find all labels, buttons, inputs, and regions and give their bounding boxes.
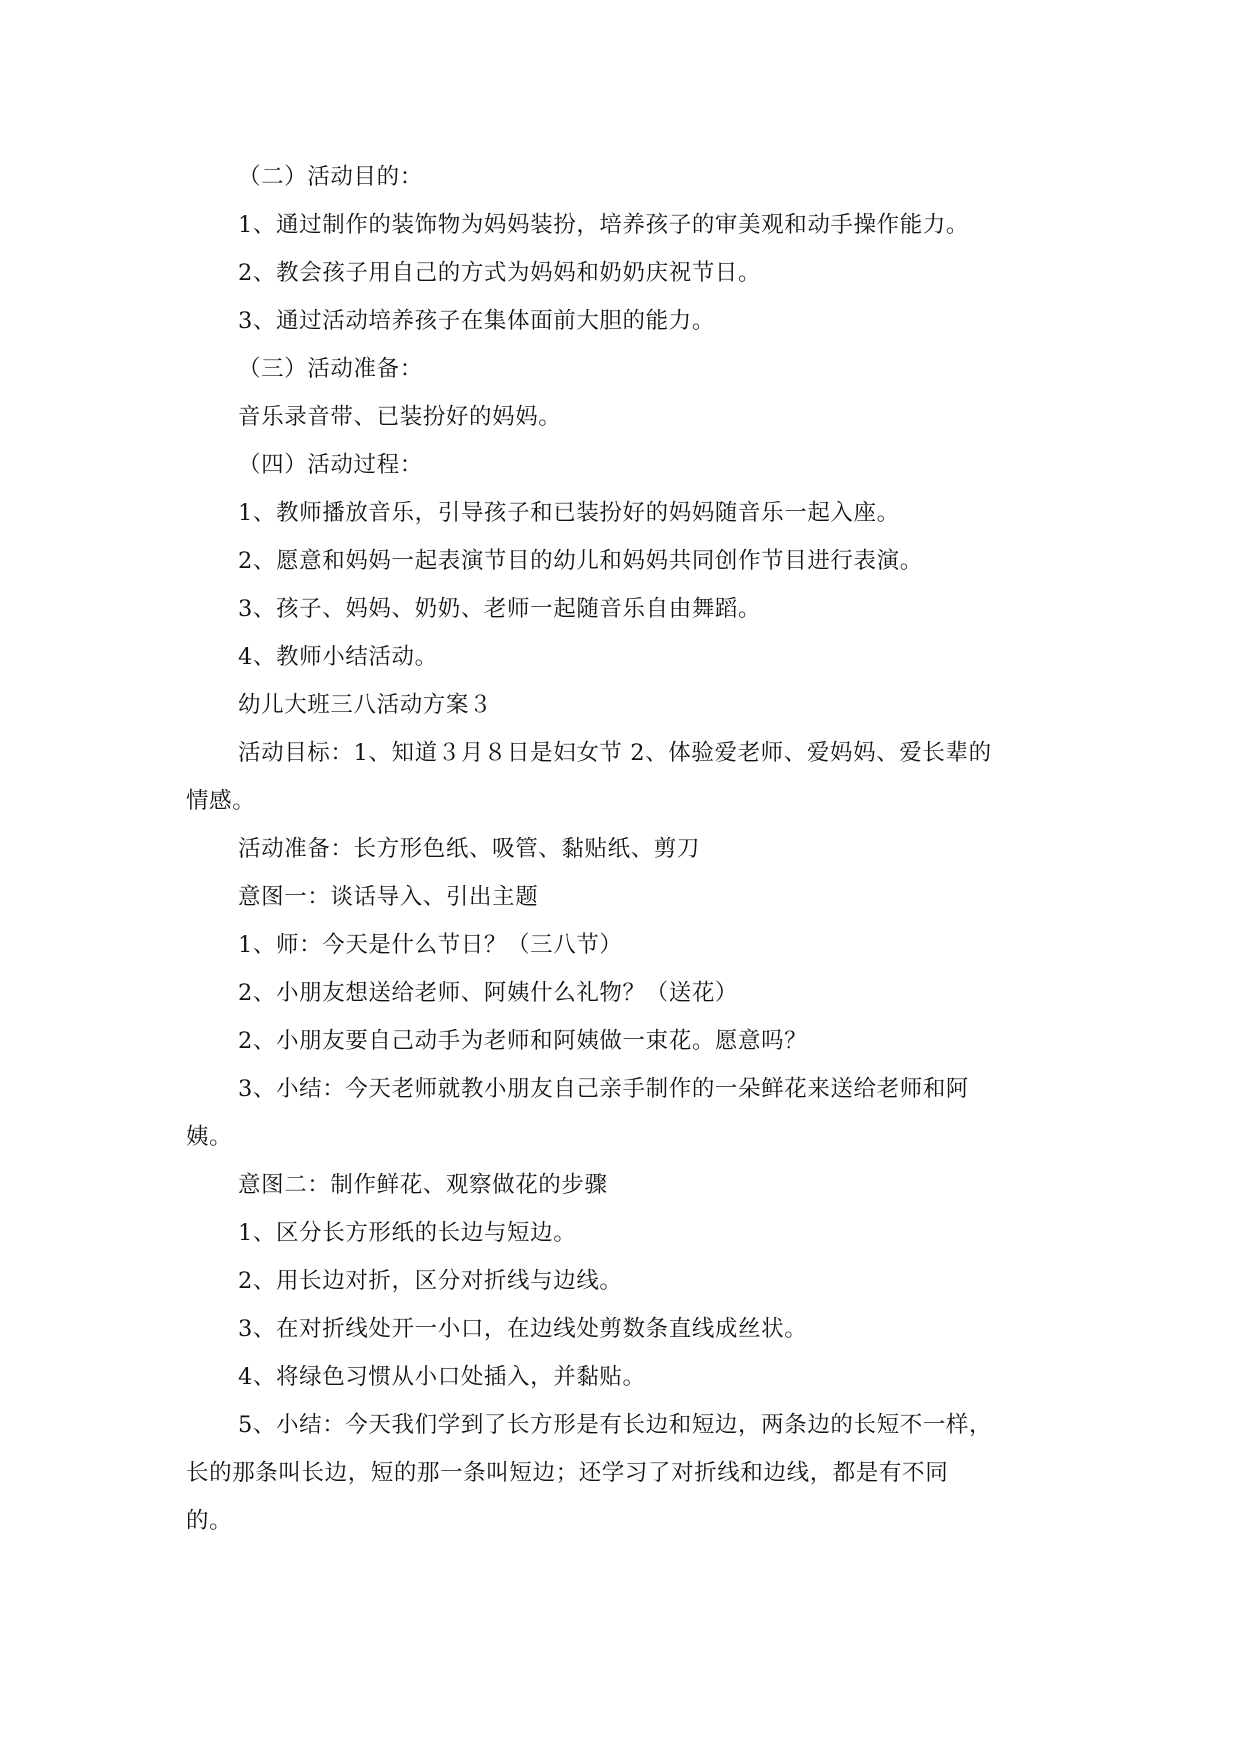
paragraph-line: 2、小朋友想送给老师、阿姨什么礼物？（送花） <box>238 980 739 1006</box>
paragraph-line-continued: 姨。 <box>186 1124 233 1150</box>
paragraph-line: 2、用长边对折，区分对折线与边线。 <box>238 1268 623 1294</box>
paragraph-line: 1、通过制作的装饰物为妈妈装扮，培养孩子的审美观和动手操作能力。 <box>238 212 970 238</box>
paragraph-line-continued: 的。 <box>186 1508 233 1534</box>
section-heading-process: （四）活动过程： <box>238 452 423 478</box>
plan-title: 幼儿大班三八活动方案３ <box>238 692 493 718</box>
paragraph-line: 3、在对折线处开一小口，在边线处剪数条直线成丝状。 <box>238 1316 808 1342</box>
paragraph-line: 4、将绿色习惯从小口处插入，并黏贴。 <box>238 1364 646 1390</box>
paragraph-line: 音乐录音带、已装扮好的妈妈。 <box>238 404 562 430</box>
paragraph-line: 意图一：谈话导入、引出主题 <box>238 884 539 910</box>
paragraph-line: 4、教师小结活动。 <box>238 644 438 670</box>
paragraph-line: 意图二：制作鲜花、观察做花的步骤 <box>238 1172 608 1198</box>
section-heading-objectives: （二）活动目的： <box>238 164 423 190</box>
paragraph-line: 1、区分长方形纸的长边与短边。 <box>238 1220 577 1246</box>
paragraph-line-continued: 情感。 <box>186 788 256 814</box>
paragraph-line: 活动目标：1、知道３月８日是妇女节 2、体验爱老师、爱妈妈、爱长辈的 <box>238 740 992 766</box>
paragraph-line-continued: 长的那条叫长边，短的那一条叫短边；还学习了对折线和边线，都是有不同 <box>186 1460 949 1486</box>
paragraph-line: 5、小结：今天我们学到了长方形是有长边和短边，两条边的长短不一样， <box>238 1412 993 1438</box>
paragraph-line: 1、师：今天是什么节日？（三八节） <box>238 932 623 958</box>
paragraph-line: 2、小朋友要自己动手为老师和阿姨做一束花。愿意吗？ <box>238 1028 808 1054</box>
paragraph-line: 活动准备：长方形色纸、吸管、黏贴纸、剪刀 <box>238 836 701 862</box>
paragraph-line: 3、孩子、妈妈、奶奶、老师一起随音乐自由舞蹈。 <box>238 596 762 622</box>
section-heading-preparation: （三）活动准备： <box>238 356 423 382</box>
paragraph-line: 2、愿意和妈妈一起表演节目的幼儿和妈妈共同创作节目进行表演。 <box>238 548 923 574</box>
paragraph-line: 1、教师播放音乐，引导孩子和已装扮好的妈妈随音乐一起入座。 <box>238 500 900 526</box>
paragraph-line: 2、教会孩子用自己的方式为妈妈和奶奶庆祝节日。 <box>238 260 762 286</box>
paragraph-line: 3、小结：今天老师就教小朋友自己亲手制作的一朵鲜花来送给老师和阿 <box>238 1076 970 1102</box>
paragraph-line: 3、通过活动培养孩子在集体面前大胆的能力。 <box>238 308 715 334</box>
